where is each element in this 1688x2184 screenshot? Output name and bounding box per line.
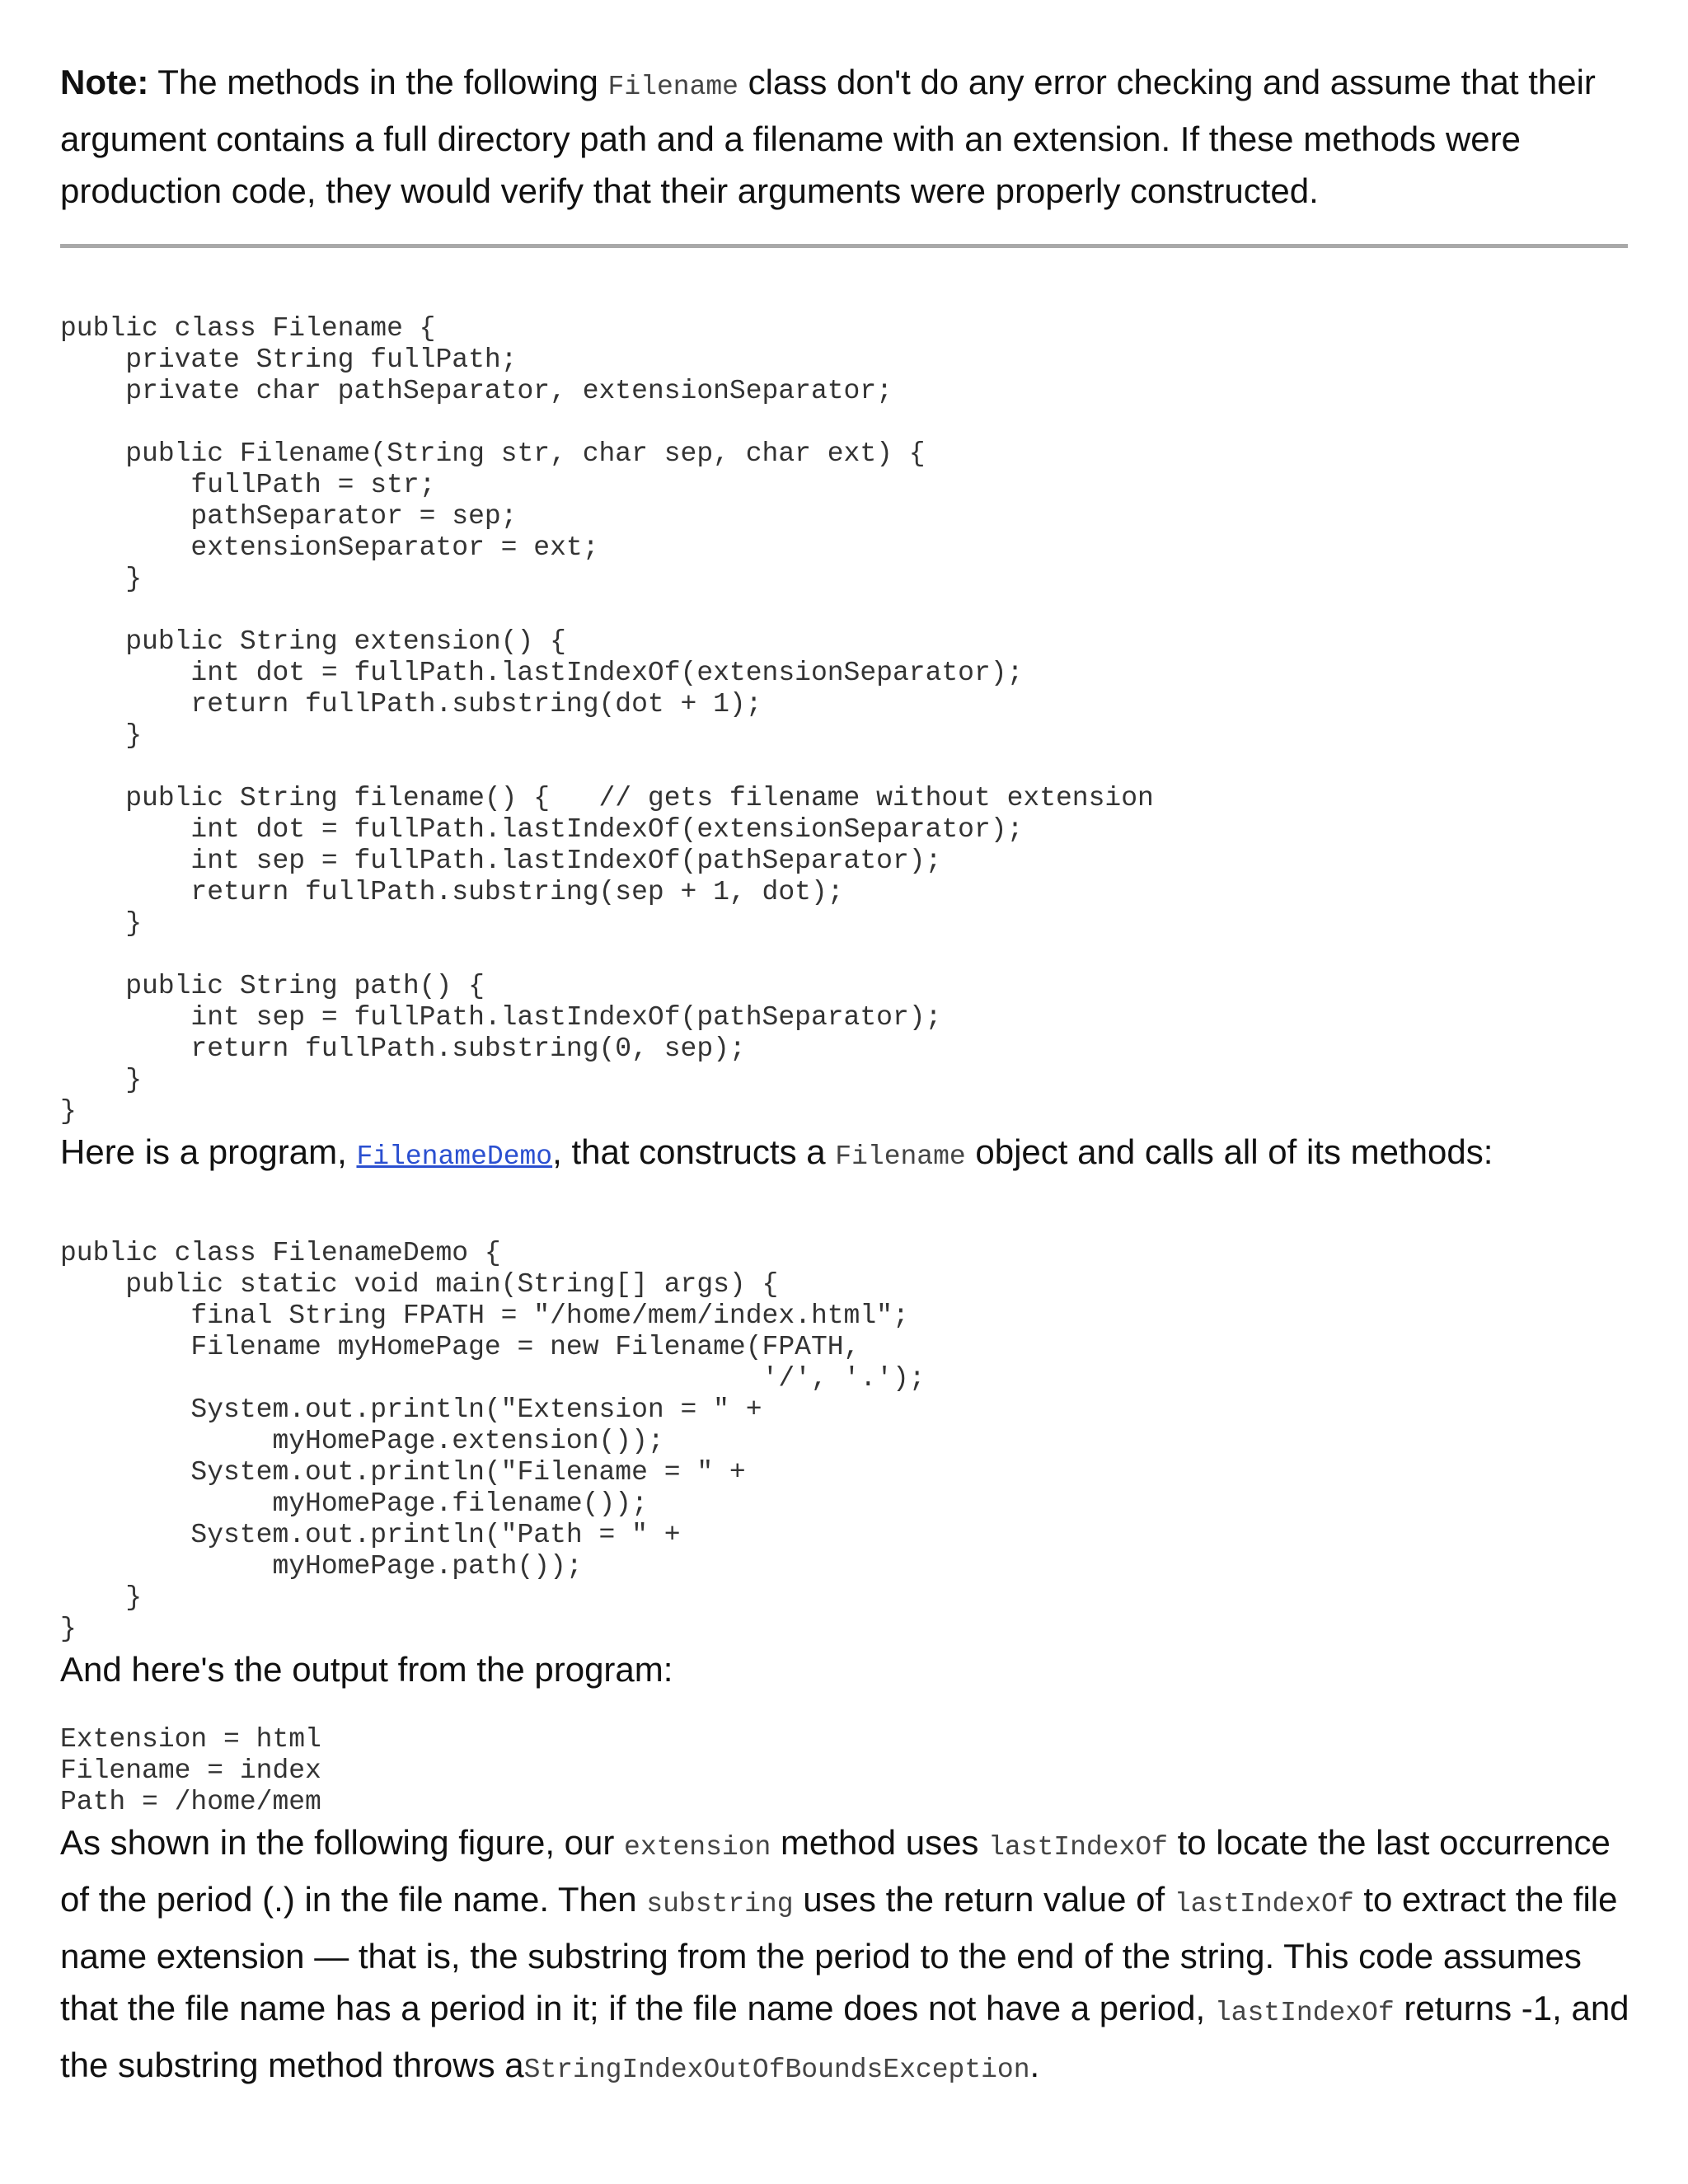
filename-demo-code: public class FilenameDemo { public static void main(String[] args) { final String FPATH = "/home/mem/index.html"; Filename myHomePage = new Filename(FPATH, '/', '.'); System.out.println("Extension = " + myHomePage.extension()); System.out.println("Filename = " + myHomePage.filename()); System.out.println("Path = " + myHomePage.path()); } } xyxy=(60,1238,926,1644)
demo-intro-text-3: object and calls all of its methods: xyxy=(965,1132,1493,1171)
program-output: Extension = html Filename = index Path = /home/mem xyxy=(60,1724,321,1817)
output-intro-paragraph: And here's the output from the program: xyxy=(60,1650,673,1689)
explanation-paragraph xyxy=(60,1816,1634,2096)
demo-intro-text-2: , that constructs a xyxy=(552,1132,836,1171)
filename-demo-link[interactable]: FilenameDemo xyxy=(356,1141,553,1172)
filename-class-code: public class Filename { private String fullPath; private char pathSeparator, extensionSeparator; public Filename(String str, char sep, char ext) { fullPath = str; pathSeparator = sep; extensionSeparator = ext; } public String extension() { int dot = fullPath.lastIndexOf(extensionSeparator); return fullPath.substring(dot + 1); } public String filename() { // gets filename without extension int dot = fullPath.lastIndexOf(extensionSeparator); int sep = fullPath.lastIndexOf(pathSeparator); return fullPath.substring(sep + 1, dot); } public String path() { int sep = fullPath.lastIndexOf(pathSeparator); return fullPath.substring(0, sep); } } xyxy=(60,313,1154,1127)
explanation-code-substring: substring xyxy=(646,1889,794,1919)
explanation-code-lastindexof-2: lastIndexOf xyxy=(1174,1889,1354,1919)
explanation-code-lastindexof-3: lastIndexOf xyxy=(1214,1998,1395,2028)
note-paragraph xyxy=(60,56,1634,217)
note-label: Note: xyxy=(60,63,149,101)
note-text-2: class don't do any error checking and assume that their argument contains a full directory path and a filename with an extension. If these methods were production code, they would verify that their arguments were properly constructed. xyxy=(60,63,1596,210)
note-text-1: The methods in the following xyxy=(148,63,608,101)
demo-intro-text-1: Here is a program, xyxy=(60,1132,357,1171)
explanation-code-exception: StringIndexOutOfBoundsException xyxy=(523,2055,1030,2085)
demo-intro-code-filename: Filename xyxy=(835,1141,966,1172)
explanation-text-4: uses the return value of xyxy=(793,1880,1175,1919)
note-code-filename: Filename xyxy=(607,72,738,102)
explanation-text-1: As shown in the following figure, our xyxy=(60,1823,625,1862)
explanation-text-7: . xyxy=(1029,2046,1040,2084)
explanation-text-2: method uses xyxy=(771,1823,989,1862)
explanation-text-3: to locate the last occurrence of the period (.) in the file name. Then xyxy=(60,1823,1611,1919)
explanation-text-5: to extract the file name extension — that is, the substring from the period to the end of the string. This code assumes that the file name has a period in it; if the file name does not have a period, xyxy=(60,1880,1618,2027)
explanation-code-extension: extension xyxy=(624,1832,771,1863)
demo-intro-paragraph xyxy=(60,1126,1634,1183)
explanation-code-lastindexof-1: lastIndexOf xyxy=(988,1832,1168,1863)
horizontal-divider xyxy=(60,244,1628,248)
explanation-text-6: returns -1, and the substring method throws a xyxy=(60,1989,1629,2084)
